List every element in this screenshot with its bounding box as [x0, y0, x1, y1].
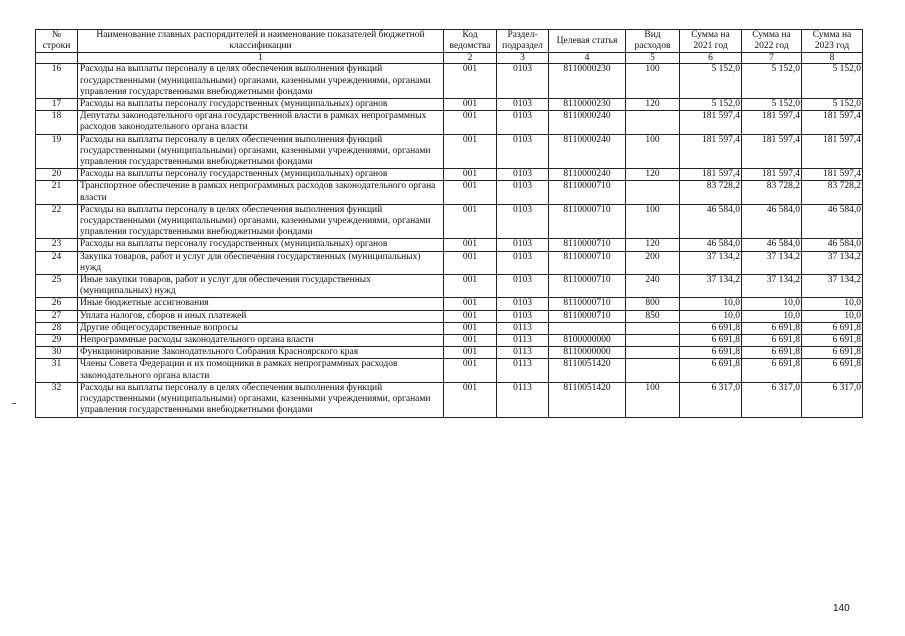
row-number: 17: [36, 99, 78, 111]
header-dept-code: Код ведомства: [444, 30, 497, 53]
row-sum-2023: 6 317,0: [802, 382, 863, 417]
table-row: [36, 204, 863, 239]
header-name: Наименование главных распорядителей и наименование показателей бюджетной классификации: [78, 30, 444, 53]
row-exp-type: 120: [626, 239, 680, 251]
row-sum-2021: 181 597,4: [680, 169, 742, 181]
row-target: 8110000710: [549, 251, 626, 274]
row-name: Расходы на выплаты персоналу государственных (муниципальных) органов: [78, 239, 444, 251]
row-target: 8110000240: [549, 134, 626, 169]
row-sum-2022: 6 691,8: [742, 322, 802, 334]
row-sum-2023: 6 691,8: [802, 322, 863, 334]
row-sum-2021: 46 584,0: [680, 204, 742, 239]
row-sum-2022: 6 691,8: [742, 359, 802, 382]
row-sum-2023: 181 597,4: [802, 111, 863, 134]
row-sum-2022: 5 152,0: [742, 64, 802, 99]
row-target: 8110000000: [549, 347, 626, 359]
row-sum-2022: 6 691,8: [742, 335, 802, 347]
table-row: [36, 181, 863, 204]
table-row: [36, 64, 863, 99]
row-sum-2023: 5 152,0: [802, 99, 863, 111]
header-sum-2022: Сумма на 2022 год: [742, 30, 802, 53]
row-target: 8110051420: [549, 359, 626, 382]
row-section: 0113: [497, 335, 549, 347]
row-sum-2023: 46 584,0: [802, 204, 863, 239]
row-sum-2023: 6 691,8: [802, 359, 863, 382]
row-dept-code: 001: [444, 64, 497, 99]
table-row: [36, 322, 863, 334]
row-name: Расходы на выплаты персоналу в целях обеспечения выполнения функций государственными (муниципальными) органами, казенными учреждениями, органами управления государственными внебюджетными фондами: [78, 134, 444, 169]
row-name: Иные закупки товаров, работ и услуг для обеспечения государственных (муниципальных) нужд: [78, 275, 444, 298]
row-exp-type: 100: [626, 204, 680, 239]
row-name: Расходы на выплаты персоналу государственных (муниципальных) органов: [78, 99, 444, 111]
row-dept-code: 001: [444, 359, 497, 382]
row-sum-2021: 6 691,8: [680, 335, 742, 347]
row-name: Закупка товаров, работ и услуг для обеспечения государственных (муниципальных) нужд: [78, 251, 444, 274]
header-row-no: № строки: [36, 30, 78, 53]
table-row: [36, 275, 863, 298]
row-sum-2021: 5 152,0: [680, 64, 742, 99]
row-target: [549, 322, 626, 334]
header-section: Раздел-подраздел: [497, 30, 549, 53]
column-number: 7: [742, 53, 802, 64]
table-body: [36, 64, 863, 417]
row-sum-2022: 46 584,0: [742, 239, 802, 251]
row-dept-code: 001: [444, 251, 497, 274]
row-sum-2023: 6 691,8: [802, 347, 863, 359]
row-exp-type: [626, 359, 680, 382]
row-sum-2021: 6 317,0: [680, 382, 742, 417]
row-exp-type: 100: [626, 382, 680, 417]
row-sum-2022: 6 691,8: [742, 347, 802, 359]
table-row: [36, 298, 863, 310]
row-sum-2023: 6 691,8: [802, 335, 863, 347]
header-row: [36, 30, 863, 53]
row-exp-type: [626, 181, 680, 204]
row-sum-2022: 37 134,2: [742, 251, 802, 274]
row-dept-code: 001: [444, 347, 497, 359]
row-name: Депутаты законодательного органа государственной власти в рамках непрограммных расходов законодательного органа власти: [78, 111, 444, 134]
row-dept-code: 001: [444, 322, 497, 334]
row-target: 8110051420: [549, 382, 626, 417]
row-number: 23: [36, 239, 78, 251]
row-dept-code: 001: [444, 310, 497, 322]
table-row: [36, 335, 863, 347]
row-sum-2023: 83 728,2: [802, 181, 863, 204]
row-sum-2022: 10,0: [742, 310, 802, 322]
row-name: Другие общегосударственные вопросы: [78, 322, 444, 334]
row-section: 0113: [497, 347, 549, 359]
column-number: 6: [680, 53, 742, 64]
row-name: Расходы на выплаты персоналу государственных (муниципальных) органов: [78, 169, 444, 181]
row-number: 32: [36, 382, 78, 417]
row-number: 20: [36, 169, 78, 181]
row-number: 19: [36, 134, 78, 169]
row-name: Непрограммные расходы законодательного органа власти: [78, 335, 444, 347]
row-target: 8110000710: [549, 298, 626, 310]
row-section: 0103: [497, 64, 549, 99]
row-dept-code: 001: [444, 99, 497, 111]
row-sum-2023: 10,0: [802, 310, 863, 322]
row-dept-code: 001: [444, 239, 497, 251]
row-number: 22: [36, 204, 78, 239]
row-section: 0103: [497, 134, 549, 169]
row-exp-type: [626, 322, 680, 334]
row-target: 8110000230: [549, 99, 626, 111]
row-sum-2022: 181 597,4: [742, 134, 802, 169]
row-number: 26: [36, 298, 78, 310]
row-target: 8110000710: [549, 239, 626, 251]
row-name: Расходы на выплаты персоналу в целях обеспечения выполнения функций государственными (муниципальными) органами, казенными учреждениями, органами управления государственными внебюджетными фондами: [78, 204, 444, 239]
row-target: 8110000240: [549, 169, 626, 181]
row-sum-2021: 6 691,8: [680, 359, 742, 382]
row-dept-code: 001: [444, 169, 497, 181]
column-number: 2: [444, 53, 497, 64]
row-sum-2022: 83 728,2: [742, 181, 802, 204]
table-row: [36, 99, 863, 111]
row-section: 0113: [497, 359, 549, 382]
row-sum-2021: 37 134,2: [680, 275, 742, 298]
row-sum-2021: 181 597,4: [680, 111, 742, 134]
row-sum-2022: 10,0: [742, 298, 802, 310]
row-sum-2023: 37 134,2: [802, 275, 863, 298]
row-section: 0103: [497, 181, 549, 204]
row-dept-code: 001: [444, 181, 497, 204]
row-number: 29: [36, 335, 78, 347]
table-row: [36, 134, 863, 169]
row-sum-2021: 46 584,0: [680, 239, 742, 251]
row-dept-code: 001: [444, 298, 497, 310]
row-target: 8110000710: [549, 181, 626, 204]
row-exp-type: 800: [626, 298, 680, 310]
row-sum-2022: 181 597,4: [742, 111, 802, 134]
row-number: 18: [36, 111, 78, 134]
row-section: 0103: [497, 251, 549, 274]
table-row: [36, 347, 863, 359]
row-sum-2023: 10,0: [802, 298, 863, 310]
row-section: 0103: [497, 99, 549, 111]
column-number: 1: [78, 53, 444, 64]
row-sum-2022: 6 317,0: [742, 382, 802, 417]
row-name: Расходы на выплаты персоналу в целях обеспечения выполнения функций государственными (муниципальными) органами, казенными учреждениями, органами управления государственными внебюджетными фондами: [78, 64, 444, 99]
table-row: [36, 310, 863, 322]
row-exp-type: 120: [626, 99, 680, 111]
column-number: [36, 53, 78, 64]
row-name: Уплата налогов, сборов и иных платежей: [78, 310, 444, 322]
row-exp-type: 100: [626, 64, 680, 99]
row-exp-type: 200: [626, 251, 680, 274]
row-section: 0113: [497, 322, 549, 334]
row-sum-2022: 5 152,0: [742, 99, 802, 111]
row-sum-2023: 181 597,4: [802, 134, 863, 169]
row-number: 25: [36, 275, 78, 298]
row-sum-2021: 6 691,8: [680, 322, 742, 334]
row-sum-2021: 37 134,2: [680, 251, 742, 274]
table-row: [36, 359, 863, 382]
header-target: Целевая статья: [549, 30, 626, 53]
row-sum-2021: 83 728,2: [680, 181, 742, 204]
column-numbers-row: [36, 53, 863, 64]
row-exp-type: [626, 347, 680, 359]
row-sum-2023: 5 152,0: [802, 64, 863, 99]
row-name: Иные бюджетные ассигнования: [78, 298, 444, 310]
row-dept-code: 001: [444, 382, 497, 417]
row-dept-code: 001: [444, 335, 497, 347]
row-section: 0103: [497, 275, 549, 298]
column-number: 3: [497, 53, 549, 64]
row-target: 8110000710: [549, 204, 626, 239]
row-exp-type: 850: [626, 310, 680, 322]
header-sum-2023: Сумма на 2023 год: [802, 30, 863, 53]
row-number: 31: [36, 359, 78, 382]
margin-mark: [12, 403, 16, 404]
row-section: 0103: [497, 239, 549, 251]
table-row: [36, 169, 863, 181]
row-number: 21: [36, 181, 78, 204]
row-sum-2021: 10,0: [680, 310, 742, 322]
table-row: [36, 239, 863, 251]
row-name: Функционирование Законодательного Собрания Красноярского края: [78, 347, 444, 359]
table-row: [36, 251, 863, 274]
row-number: 16: [36, 64, 78, 99]
row-sum-2022: 46 584,0: [742, 204, 802, 239]
row-sum-2021: 5 152,0: [680, 99, 742, 111]
column-number: 4: [549, 53, 626, 64]
row-exp-type: 240: [626, 275, 680, 298]
page-number: 140: [833, 603, 850, 614]
row-sum-2023: 181 597,4: [802, 169, 863, 181]
row-dept-code: 001: [444, 204, 497, 239]
row-section: 0103: [497, 298, 549, 310]
row-section: 0103: [497, 204, 549, 239]
row-target: 8110000710: [549, 275, 626, 298]
row-target: 8110000230: [549, 64, 626, 99]
row-sum-2022: 37 134,2: [742, 275, 802, 298]
row-dept-code: 001: [444, 134, 497, 169]
row-dept-code: 001: [444, 111, 497, 134]
header-exp-type: Вид расходов: [626, 30, 680, 53]
column-number: 8: [802, 53, 863, 64]
row-section: 0103: [497, 310, 549, 322]
row-target: 8100000000: [549, 335, 626, 347]
row-sum-2023: 46 584,0: [802, 239, 863, 251]
column-number: 5: [626, 53, 680, 64]
row-target: 8110000710: [549, 310, 626, 322]
row-sum-2021: 181 597,4: [680, 134, 742, 169]
row-exp-type: 120: [626, 169, 680, 181]
row-sum-2021: 6 691,8: [680, 347, 742, 359]
row-number: 24: [36, 251, 78, 274]
row-number: 27: [36, 310, 78, 322]
row-sum-2022: 181 597,4: [742, 169, 802, 181]
row-dept-code: 001: [444, 275, 497, 298]
row-number: 30: [36, 347, 78, 359]
table-row: [36, 382, 863, 417]
row-exp-type: [626, 111, 680, 134]
table-row: [36, 111, 863, 134]
row-name: Транспортное обеспечение в рамках непрограммных расходов законодательного органа власти: [78, 181, 444, 204]
row-sum-2023: 37 134,2: [802, 251, 863, 274]
row-section: 0113: [497, 382, 549, 417]
row-section: 0103: [497, 111, 549, 134]
row-target: 8110000240: [549, 111, 626, 134]
row-sum-2021: 10,0: [680, 298, 742, 310]
budget-table: [35, 29, 863, 418]
row-number: 28: [36, 322, 78, 334]
header-sum-2021: Сумма на 2021 год: [680, 30, 742, 53]
row-exp-type: 100: [626, 134, 680, 169]
row-name: Расходы на выплаты персоналу в целях обеспечения выполнения функций государственными (муниципальными) органами, казенными учреждениями, органами управления государственными внебюджетными фондами: [78, 382, 444, 417]
row-exp-type: [626, 335, 680, 347]
row-name: Члены Совета Федерации и их помощники в рамках непрограммных расходов законодательного органа власти: [78, 359, 444, 382]
row-section: 0103: [497, 169, 549, 181]
